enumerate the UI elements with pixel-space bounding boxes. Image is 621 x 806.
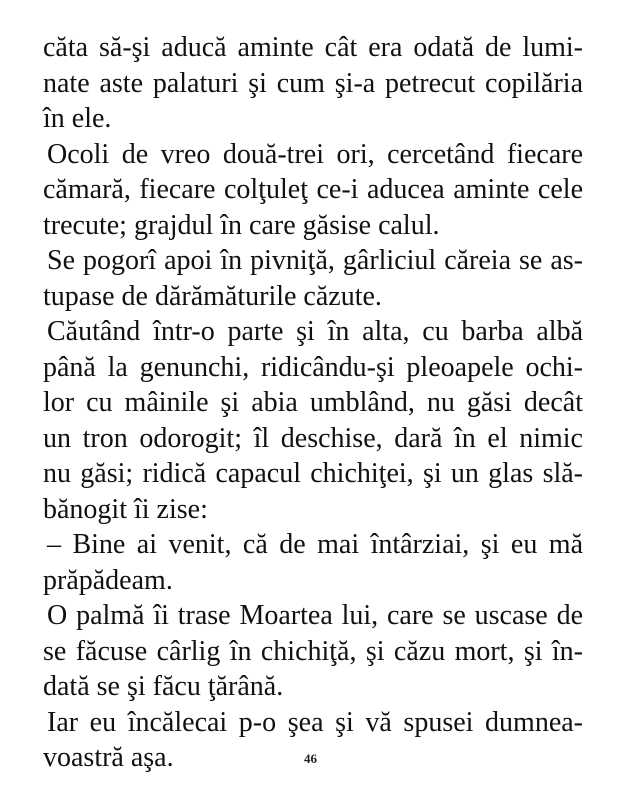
page-number: 46	[304, 751, 317, 766]
text-line: până la genunchi, ridicându-şi pleoapele ochi-	[43, 351, 583, 383]
body-text	[43, 30, 583, 776]
text-line: voastră aşa.	[43, 742, 174, 773]
text-line: lor cu mâinile şi abia umblând, nu găsi decât	[43, 387, 583, 418]
text-line: căta să-şi aducă aminte cât era odată de lumi-	[43, 32, 583, 63]
text-line: în ele.	[43, 103, 112, 134]
paragraph-start-line: O palmă îi trase Moartea lui, care se uscase de	[47, 600, 583, 631]
text-line: se făcuse cârlig în chichiţă, şi căzu mort, şi în-	[43, 635, 583, 667]
text-line: prăpădeam.	[43, 564, 173, 596]
paragraph-start-line: Ocoli de vreo două-trei ori, cercetând fiecare	[47, 138, 583, 170]
dialogue-line: – Bine ai venit, că de mai întârziai, şi eu mă	[47, 529, 583, 560]
text-line: dată se şi făcu ţărână.	[43, 671, 284, 702]
text-line: nate aste palaturi şi cum şi-a petrecut copilăria	[43, 67, 583, 99]
paragraph-start-line: Se pogorî apoi în pivniţă, gârliciul căreia se as-	[47, 245, 583, 276]
text-line: cămară, fiecare colţuleţ ce-i aducea aminte cele	[43, 174, 583, 205]
paragraph-start-line: Iar eu încălecai p-o şea şi vă spusei dumnea-	[47, 706, 583, 738]
paragraph-start-line: Căutând într-o parte şi în alta, cu barba albă	[47, 316, 583, 347]
text-line: nu găsi; ridică capacul chichiţei, şi un glas slă-	[43, 458, 583, 489]
text-line: trecute; grajdul în care găsise calul.	[43, 209, 440, 241]
text-line: tupase de dărămăturile căzute.	[43, 280, 382, 312]
text-line: un tron odorogit; îl deschise, dară în el nimic	[43, 422, 583, 454]
text-line: bănogit îi zise:	[43, 493, 208, 525]
